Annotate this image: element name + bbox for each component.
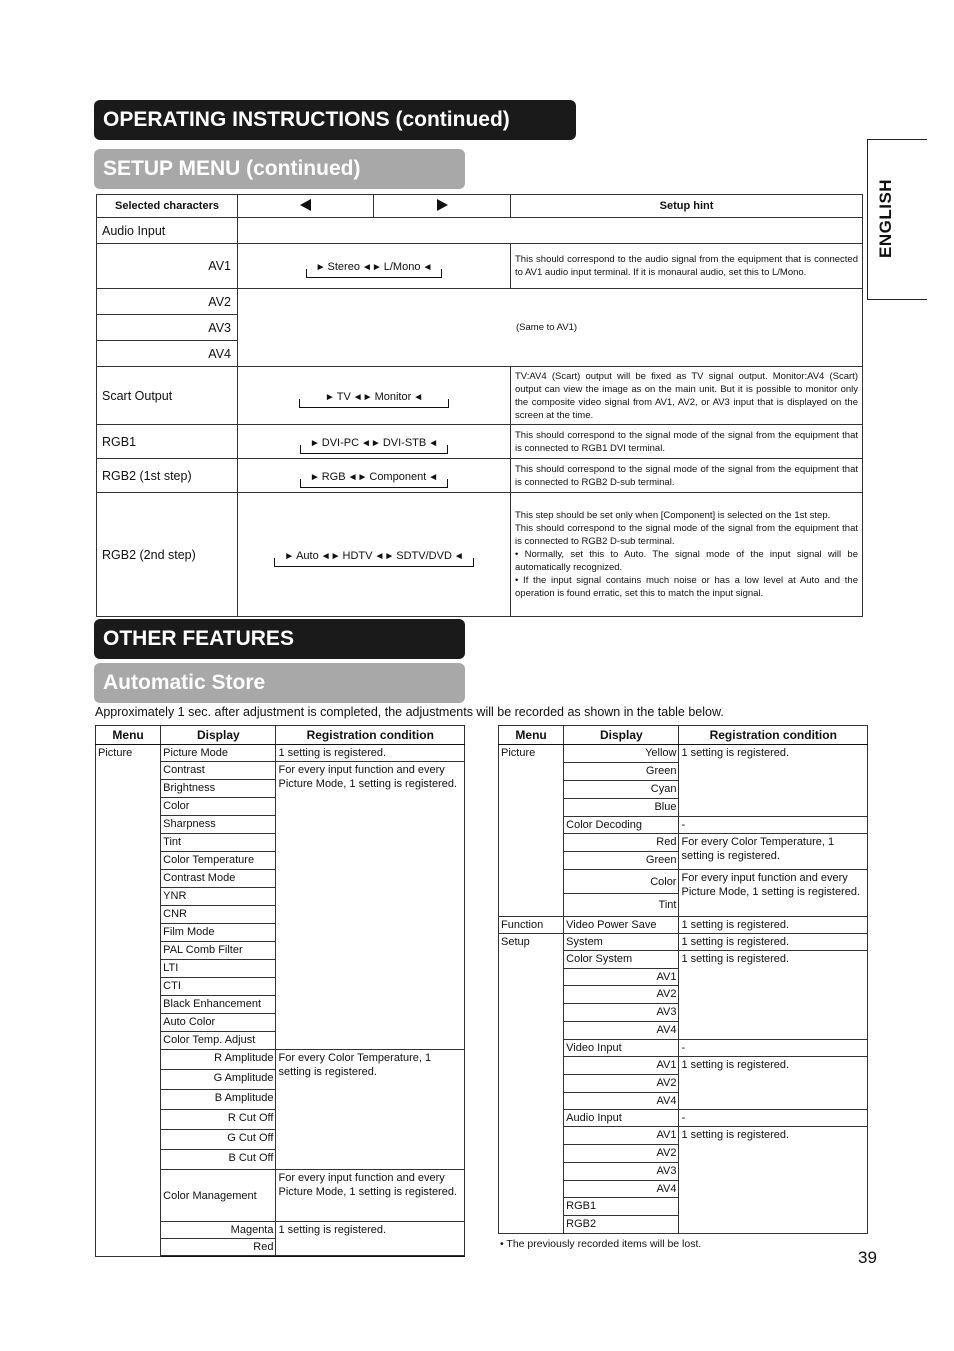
rgb1-hint: This should correspond to the signal mode of the signal from the equipment that is connected to RGB1 DVI terminal.: [511, 425, 863, 459]
cycle-item: SDTV/DVD: [396, 549, 452, 562]
operating-instructions-banner: [94, 100, 576, 140]
display-item: Brightness: [161, 780, 276, 798]
cycle-item: Stereo: [327, 261, 360, 273]
condition-b: For every input function and every Picture Mode, 1 setting is registered.: [276, 762, 465, 1050]
display-item: AV2: [564, 986, 679, 1004]
cycle-item: TV: [336, 390, 351, 403]
display-item: Red: [564, 834, 679, 852]
display-header: Display: [161, 726, 276, 745]
display-item: AV2: [564, 1075, 679, 1093]
other-features-banner: OTHER FEATURES: [94, 619, 465, 659]
automatic-store-banner: Automatic Store: [94, 663, 465, 703]
cycle-item: DVI-STB: [382, 436, 427, 449]
av1-label: AV1: [97, 244, 238, 289]
left-arrow-icon: [300, 199, 311, 211]
display-item: Color Management: [161, 1170, 276, 1222]
condition-dash: -: [679, 1110, 868, 1127]
cycle-item: L/Mono: [383, 261, 421, 273]
condition-cs: 1 setting is registered.: [679, 951, 868, 1040]
condition-ai: 1 setting is registered.: [679, 1127, 868, 1234]
menu-header: Menu: [499, 726, 564, 745]
menu-picture: Picture: [499, 745, 564, 917]
condition-colors: 1 setting is registered.: [679, 745, 868, 817]
rgb2-1-cycle: ► RGB ◄► Component ◄: [238, 459, 511, 493]
right-arrow-icon: [437, 199, 448, 211]
display-item: AV4: [564, 1022, 679, 1040]
display-item: AV1: [564, 969, 679, 986]
display-item: Film Mode: [161, 924, 276, 942]
setup-header-row: [97, 195, 863, 218]
menu-function: Function: [499, 917, 564, 934]
condition-vps: 1 setting is registered.: [679, 917, 868, 934]
av1-cycle: ► Stereo ◄► L/Mono ◄: [238, 244, 511, 289]
display-item: YNR: [161, 888, 276, 906]
language-tab-label: ENGLISH: [876, 178, 895, 258]
display-item: Audio Input: [564, 1110, 679, 1127]
rgb2-2-hint: [511, 493, 863, 617]
condition-dash: -: [679, 817, 868, 834]
display-item: RGB1: [564, 1198, 679, 1216]
display-item: Color: [564, 870, 679, 894]
display-item: Tint: [161, 834, 276, 852]
rgb2-1-label: RGB2 (1st step): [97, 459, 238, 493]
display-item: R Amplitude: [161, 1050, 276, 1070]
display-item: Picture Mode: [161, 745, 276, 762]
display-item: CNR: [161, 906, 276, 924]
left-store-table: [95, 725, 465, 1257]
display-item: Color System: [564, 951, 679, 969]
av1-hint: This should correspond to the audio signal from the equipment that is connected to AV1 audio input terminal. If it is monaural audio, set this to L/Mono.: [511, 244, 863, 289]
display-item: Color: [161, 798, 276, 816]
display-item: Blue: [564, 799, 679, 817]
display-item: Video Input: [564, 1040, 679, 1057]
condition-header: Registration condition: [679, 726, 868, 745]
display-item: AV1: [564, 1127, 679, 1145]
condition-e: 1 setting is registered.: [276, 1222, 465, 1256]
display-item: AV3: [564, 1163, 679, 1181]
display-item: Green: [564, 763, 679, 781]
rgb2-1-hint: This should correspond to the signal mode of the signal from the equipment that is connected to RGB2 D-sub terminal.: [511, 459, 863, 493]
hint-line: • Normally, set this to Auto. The signal mode of the input signal will be automatically recognized.: [515, 549, 858, 573]
rgb2-2-cycle: ► Auto ◄► HDTV ◄► SDTV/DVD ◄: [238, 493, 511, 617]
av4-label: AV4: [97, 341, 238, 367]
display-item: RGB2: [564, 1216, 679, 1234]
display-item: System: [564, 934, 679, 951]
hint-line: • If the input signal contains much noise or has a low level at Auto and the operation is found erratic, set this to match the input signal.: [515, 575, 858, 599]
right-store-table: [498, 725, 868, 1234]
right-arrow-header: [374, 195, 511, 218]
display-item: Red: [161, 1239, 276, 1256]
display-item: PAL Comb Filter: [161, 942, 276, 960]
menu-picture: Picture: [96, 745, 161, 1257]
setup-menu-banner: SETUP MENU (continued): [94, 149, 465, 189]
condition-dash: -: [679, 1040, 868, 1057]
rgb1-cycle: ► DVI-PC ◄► DVI-STB ◄: [238, 425, 511, 459]
cycle-item: HDTV: [342, 549, 373, 562]
operating-suffix: (continued): [395, 108, 510, 131]
display-item: Green: [564, 852, 679, 870]
cycle-item: Auto: [296, 549, 319, 562]
display-item: G Amplitude: [161, 1070, 276, 1090]
scart-hint: TV:AV4 (Scart) output will be fixed as TV signal output. Monitor:AV4 (Scart) output can view the image as on the main unit. But it is possible to monitor only the composite video signal from AV1, AV2, or AV3 input that is displayed on the screen at the time.: [511, 367, 863, 425]
display-item: Black Enhancement: [161, 996, 276, 1014]
left-arrow-header: [238, 195, 374, 218]
footnote: • The previously recorded items will be lost.: [500, 1238, 702, 1250]
display-item: Video Power Save: [564, 917, 679, 934]
rgb1-label: RGB1: [97, 425, 238, 459]
display-item: Color Temperature: [161, 852, 276, 870]
display-item: AV1: [564, 1057, 679, 1075]
selected-characters-header: Selected characters: [97, 195, 238, 218]
audio-input-label: Audio Input: [97, 218, 238, 244]
condition-vi: 1 setting is registered.: [679, 1057, 868, 1110]
condition-ct: For every input function and every Picture Mode, 1 setting is registered.: [679, 870, 868, 917]
display-item: Color Decoding: [564, 817, 679, 834]
menu-header: Menu: [96, 726, 161, 745]
display-item: CTI: [161, 978, 276, 996]
display-item: Contrast Mode: [161, 870, 276, 888]
display-item: Contrast: [161, 762, 276, 780]
display-item: AV4: [564, 1181, 679, 1198]
language-tab: [867, 139, 927, 300]
condition-header: Registration condition: [276, 726, 465, 745]
display-item: B Amplitude: [161, 1090, 276, 1110]
setup-table: [96, 194, 863, 617]
automatic-store-intro: Approximately 1 sec. after adjustment is completed, the adjustments will be recorded as shown in the table below.: [95, 705, 724, 719]
av2-label: AV2: [97, 289, 238, 315]
display-item: Sharpness: [161, 816, 276, 834]
display-item: AV3: [564, 1004, 679, 1022]
display-item: Auto Color: [161, 1014, 276, 1032]
hint-line: This should correspond to the signal mode of the signal from the equipment that is connected to RGB2 D-sub terminal.: [515, 523, 858, 547]
same-hint: (Same to AV1): [516, 322, 578, 333]
condition-c: For every Color Temperature, 1 setting is registered.: [276, 1050, 465, 1170]
condition-a: 1 setting is registered.: [276, 745, 465, 762]
display-item: B Cut Off: [161, 1150, 276, 1170]
menu-setup: Setup: [499, 934, 564, 1234]
same-to-av1: [238, 289, 863, 367]
condition-system: 1 setting is registered.: [679, 934, 868, 951]
cycle-item: RGB: [321, 470, 346, 483]
page-number: 39: [858, 1248, 877, 1267]
setup-hint-header: Setup hint: [511, 195, 863, 218]
display-item: Cyan: [564, 781, 679, 799]
operating-title: OPERATING INSTRUCTIONS: [103, 108, 390, 131]
scart-output-label: Scart Output: [97, 367, 238, 425]
hint-line: This step should be set only when [Component] is selected on the 1st step.: [515, 510, 831, 521]
audio-input-empty: [238, 218, 863, 244]
condition-rg: For every Color Temperature, 1 setting is registered.: [679, 834, 868, 870]
cycle-item: Component: [369, 470, 427, 483]
display-header: Display: [564, 726, 679, 745]
scart-cycle: ► TV ◄► Monitor ◄: [238, 367, 511, 425]
display-item: AV4: [564, 1093, 679, 1110]
condition-d: For every input function and every Picture Mode, 1 setting is registered.: [276, 1170, 465, 1222]
display-item: LTI: [161, 960, 276, 978]
display-item: AV2: [564, 1145, 679, 1163]
display-item: Color Temp. Adjust: [161, 1032, 276, 1050]
av3-label: AV3: [97, 315, 238, 341]
display-item: Magenta: [161, 1222, 276, 1239]
display-item: G Cut Off: [161, 1130, 276, 1150]
cycle-item: Monitor: [374, 390, 412, 403]
display-item: Yellow: [564, 745, 679, 763]
display-item: R Cut Off: [161, 1110, 276, 1130]
display-item: Tint: [564, 894, 679, 917]
cycle-item: DVI-PC: [321, 436, 360, 449]
rgb2-2-label: RGB2 (2nd step): [97, 493, 238, 617]
